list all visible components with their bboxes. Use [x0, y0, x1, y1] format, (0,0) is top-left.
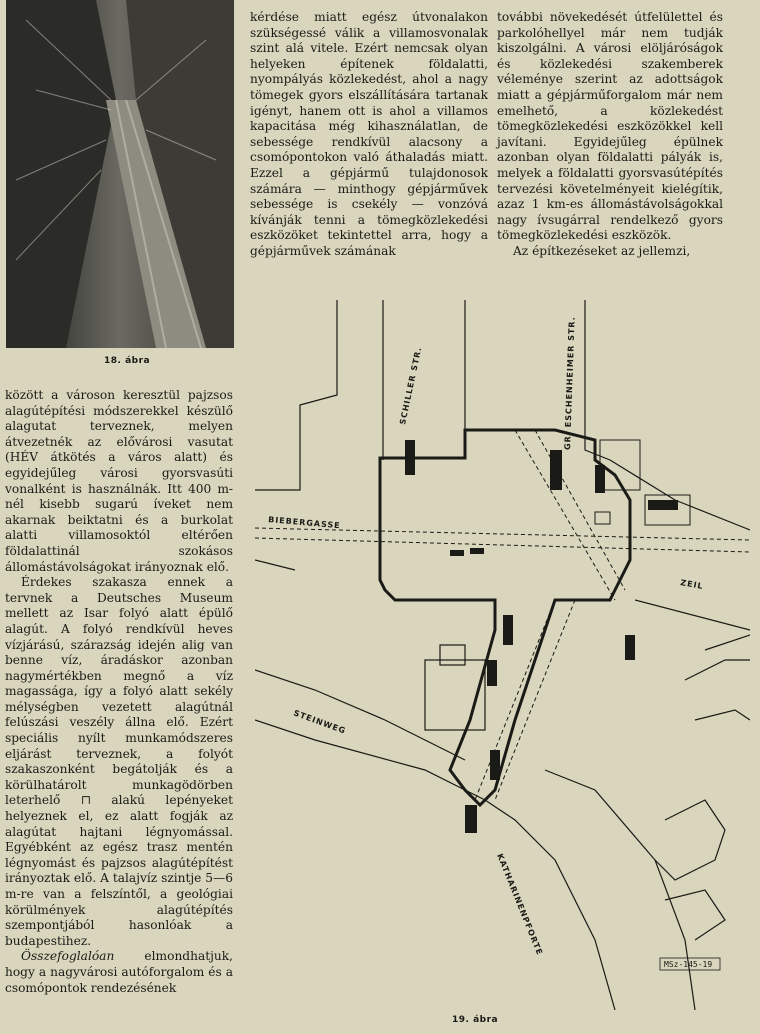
label-schiller-str: SCHILLER STR. [398, 345, 424, 426]
paragraph-text: elmondhatjuk, hogy a nagyvárosi autóforgalom és a csomópontok rendezésének [5, 949, 233, 995]
paragraph: Az építkezéseket az jellemzi, [513, 243, 691, 258]
label-katharinenpforte: KATHARINENPFORTE [495, 852, 545, 957]
text-column-1 [5, 388, 233, 996]
figure-19-stamp: MSz-145-19 [664, 960, 713, 969]
figure-19-caption: 19. ábra [452, 1015, 499, 1025]
figure-19-station-plan [255, 300, 750, 1010]
paragraph [5, 949, 233, 996]
text-column-3 [497, 10, 723, 260]
text-column-2 [250, 10, 488, 260]
figure-18-photo [6, 0, 234, 348]
label-eschenheimer-str: GR. ESCHENHEIMER STR. [563, 316, 577, 451]
label-steinweg: STEINWEG [292, 708, 348, 736]
label-biebergasse: BIEBERGASSE [267, 515, 341, 531]
paragraph: Érdekes szakasza ennek a tervnek a Deutsches Museum mellett az Isar folyó alatt épülő alagút. A folyó rendkívül heves vízjárású, szárazság idején alig van benne víz, áradáskor azonban nagymértékben megnő a víz magassága, így a folyó alatt sekély mélységben vezetett alagútnál felúszási veszély állna elő. Ezért speciális nyílt munkamódszeres eljárást terveznek, a folyót szakaszonként begátolják és a körülhatárolt munkagödörben leterhelő ⊓ alakú lepényeket helyeznek el, ez alatt fogják az alagútat hajtani légnyomással. Egyébként az egész trasz mentén légnyomást és pajzsos alagútépítést irányoztak elő. A talajvíz szintje 5—6 m-re van a felszíntől, a geológiai körülmények alagútépítés szempontjából hasonlóak a budapestihez. [5, 575, 233, 948]
paragraph: további növekedését útfelülettel és parkolóhellyel már nem tudják kiszolgálni. A városi elöljáróságok és közlekedési szakemberek véleménye szerint az adottságok miatt a gépjárműforgalom már nem emelhető, a közlekedést tömegközlekedési eszközökkel kell javítani. Egyidejűleg épülnek azonban olyan földalatti pályák is, melyek a földalatti gyorsvasútépítés tervezési követelményeit kielégítik, azaz 1 km-es állomástávolságokkal nagy ívsugárral rendelkező gyors tömegközlekedési eszközök. [497, 10, 723, 243]
emphasis: Összefoglalóan [21, 949, 115, 964]
label-zeil: ZEIL [679, 578, 705, 592]
paragraph: kérdése miatt egész útvonalakon szükségessé válik a villamosvonalak szint alá vitele. Ezért nemcsak olyan helyeken építenek földalatti, nyompályás közlekedést, ahol a nagy tömegek gyors elszállítására tartanak igényt, hanem ott is ahol a villamos kapacitása még kihasználatlan, de sebessége rendkívül alacsony a csomópontokon való áthaladás miatt. Ezzel a gépjármű tulajdonosok számára — minthogy gépjárművek sebessége is csekély — vonzóvá kívánják tenni a tömegközlekedési eszközöket tekintettel arra, hogy a gépjárművek számának [250, 10, 488, 258]
figure-18-caption: 18. ábra [104, 356, 151, 366]
paragraph: között a városon keresztül pajzsos alagútépítési módszerekkel készülő alagutat terveznek, melyen átvezetnék az elővárosi vasutat (HÉV átkötés a város alatt) és egyidejűleg városi gyorsvasúti vonalként is használnák. Itt 400 m-nél kisebb sugarú íveket nem akarnak beiktatni és a burkolat alatti villamosoktól eltérően földalattinál szokásos állomástávolságokat irányoznak elő. [5, 388, 233, 574]
